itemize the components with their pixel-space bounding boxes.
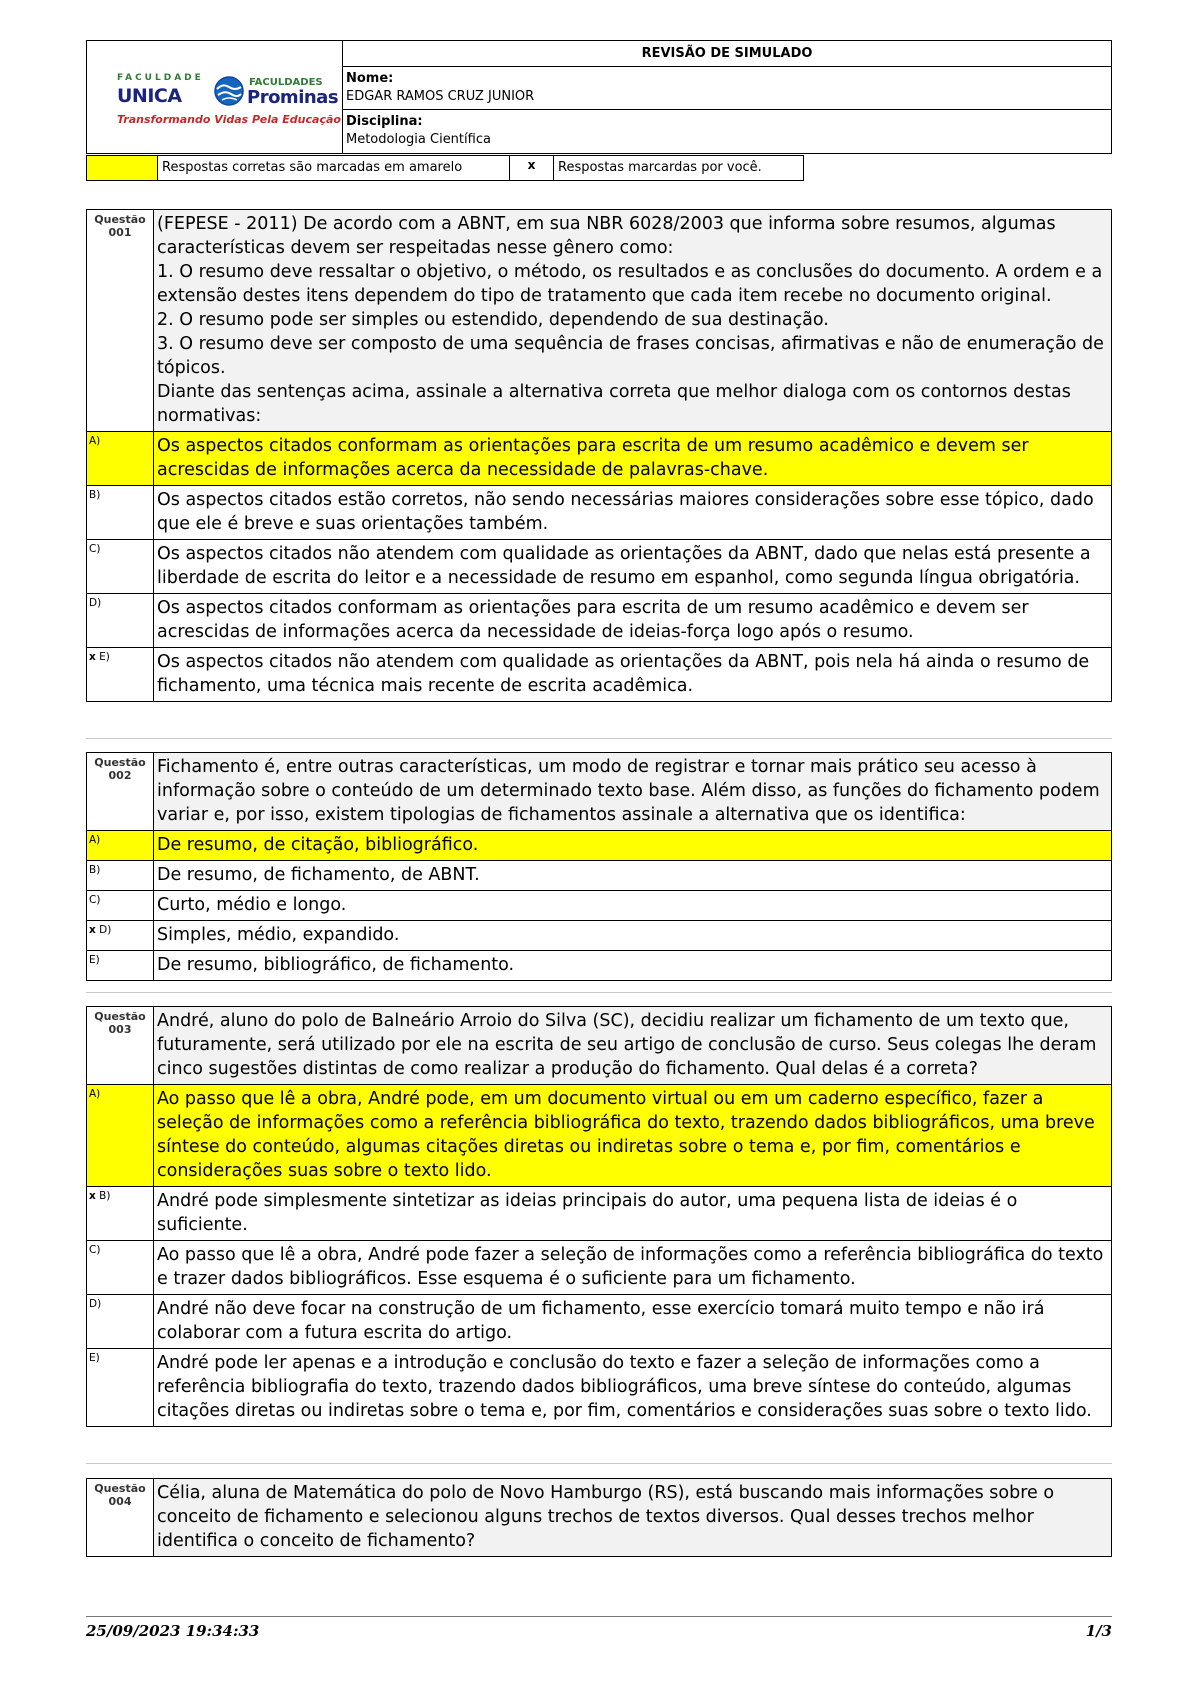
question-block <box>86 752 1112 981</box>
selected-mark: x <box>89 651 96 663</box>
question-number-value: 004 <box>108 1495 132 1508</box>
footer-datetime: 25/09/2023 19:34:33 <box>86 1622 260 1640</box>
option-letter-cell <box>87 1085 154 1187</box>
option-row <box>87 486 1112 540</box>
question-label: Questão <box>94 1010 146 1023</box>
option-letter-cell <box>87 861 154 891</box>
question-stem <box>154 210 1112 432</box>
page-title: REVISÃO DE SIMULADO <box>343 41 1111 67</box>
student-name-row <box>343 67 1111 110</box>
option-row <box>87 921 1112 951</box>
option-letter: A) <box>89 834 101 846</box>
option-text: Simples, médio, expandido. <box>154 921 1112 951</box>
option-letter-cell <box>87 594 154 648</box>
option-letter-cell <box>87 1241 154 1295</box>
logo-unica-text: UNICA <box>117 85 182 107</box>
selected-mark: x <box>89 1190 96 1202</box>
question-number-value: 003 <box>108 1023 132 1036</box>
option-letter-cell <box>87 1349 154 1427</box>
option-row <box>87 891 1112 921</box>
option-row <box>87 951 1112 981</box>
question-block <box>86 1006 1112 1427</box>
nome-value: EDGAR RAMOS CRUZ JUNIOR <box>346 89 535 104</box>
question-stem-row <box>87 753 1112 831</box>
option-letter-cell <box>87 921 154 951</box>
option-text: Os aspectos citados não atendem com qualidade as orientações da ABNT, dado que nelas está presente a liberdade de escrita do leitor e a necessidade de resumo em espanhol, como segunda língua obrigatória. <box>154 540 1112 594</box>
option-text: Curto, médio e longo. <box>154 891 1112 921</box>
option-letter: C) <box>89 894 101 906</box>
option-text: Os aspectos citados não atendem com qualidade as orientações da ABNT, pois nela há ainda o resumo de fichamento, uma técnica mais recente de escrita acadêmica. <box>154 648 1112 702</box>
question-separator <box>86 738 1112 739</box>
option-row <box>87 594 1112 648</box>
stem-paragraph: Célia, aluna de Matemática do polo de Novo Hamburgo (RS), está buscando mais informações sobre o conceito de fichamento e selecionou alguns trechos de textos diversos. Qual desses trechos melhor identifica o conceito de fichamento? <box>157 1483 1055 1551</box>
option-text: Ao passo que lê a obra, André pode, em um documento virtual ou em um caderno específico, fazer a seleção de informações como a referência bibliográfica do texto, trazendo dados bibliográficos, uma breve síntese do conteúdo, algumas citações diretas ou indiretas sobre o tema e, por fim, comentários e considerações suas sobre o texto lido. <box>154 1085 1112 1187</box>
logo-tagline: Transformando Vidas Pela Educação <box>117 113 341 126</box>
stem-paragraph: 2. O resumo pode ser simples ou estendido, dependendo de sua destinação. <box>157 310 829 330</box>
question-table <box>86 1478 1112 1557</box>
disciplina-label: Disciplina: <box>346 114 423 129</box>
option-letter: D) <box>89 1298 102 1310</box>
option-letter: E) <box>89 1352 100 1364</box>
logo-prominas-text: Prominas <box>247 87 339 108</box>
option-text: De resumo, bibliográfico, de fichamento. <box>154 951 1112 981</box>
option-text: André não deve focar na construção de um fichamento, esse exercício tomará muito tempo e não irá colaborar com a futura escrita do artigo. <box>154 1295 1112 1349</box>
option-row <box>87 1349 1112 1427</box>
option-text: Os aspectos citados estão corretos, não sendo necessárias maiores considerações sobre esse tópico, dado que ele é breve e suas orientações também. <box>154 486 1112 540</box>
question-separator <box>86 1463 1112 1464</box>
question-stem <box>154 1479 1112 1557</box>
option-text: De resumo, de citação, bibliográfico. <box>154 831 1112 861</box>
disciplina-value: Metodologia Científica <box>346 132 491 147</box>
option-letter-cell <box>87 1295 154 1349</box>
option-row-correct <box>87 432 1112 486</box>
stem-paragraph: André, aluno do polo de Balneário Arroio do Silva (SC), decidiu realizar um fichamento de um texto que, futuramente, será utilizado por ele na escrita de seu artigo de conclusão de curso. Seus colegas lhe deram cinco sugestões distintas de como realizar a produção do fichamento. Qual delas é a correta? <box>157 1011 1097 1079</box>
question-number <box>87 1007 154 1085</box>
question-label: Questão <box>94 213 146 226</box>
institution-logo <box>87 41 343 153</box>
document-header <box>86 40 1112 154</box>
question-block <box>86 1478 1112 1557</box>
option-letter: D) <box>99 924 112 936</box>
question-table <box>86 209 1112 702</box>
question-separator <box>86 992 1112 993</box>
question-table <box>86 1006 1112 1427</box>
question-stem-row <box>87 1479 1112 1557</box>
option-letter: E) <box>99 651 110 663</box>
legend-mark: x <box>510 155 554 181</box>
option-text: Os aspectos citados conformam as orientações para escrita de um resumo acadêmico e devem ser acrescidas de informações acerca da necessidade de palavras-chave. <box>154 432 1112 486</box>
option-letter: D) <box>89 597 102 609</box>
option-row <box>87 540 1112 594</box>
question-label: Questão <box>94 756 146 769</box>
question-label: Questão <box>94 1482 146 1495</box>
nome-label: Nome: <box>346 71 394 86</box>
option-row <box>87 648 1112 702</box>
option-letter: E) <box>89 954 100 966</box>
question-table <box>86 752 1112 981</box>
stem-paragraph: (FEPESE - 2011) De acordo com a ABNT, em sua NBR 6028/2003 que informa sobre resumos, algumas características devem ser respeitadas nesse gênero como: <box>157 214 1056 258</box>
option-text: André pode simplesmente sintetizar as ideias principais do autor, uma pequena lista de ideias é o suficiente. <box>154 1187 1112 1241</box>
option-letter-cell <box>87 432 154 486</box>
stem-paragraph: 1. O resumo deve ressaltar o objetivo, o método, os resultados e as conclusões do documento. A ordem e a extensão destes itens dependem do tipo de tratamento que cada item recebe no documento original. <box>157 262 1103 306</box>
footer-page-number: 1/3 <box>1085 1622 1112 1640</box>
option-row <box>87 1241 1112 1295</box>
question-stem-row <box>87 210 1112 432</box>
question-number <box>87 210 154 432</box>
option-text: André pode ler apenas e a introdução e conclusão do texto e fazer a seleção de informações como a referência bibliografia do texto, trazendo dados bibliográficos, uma breve síntese do conteúdo, algumas citações diretas ou indiretas sobre o tema e, por fim, comentários e considerações suas sobre o texto lido. <box>154 1349 1112 1427</box>
question-number-value: 002 <box>108 769 132 782</box>
option-letter-cell <box>87 951 154 981</box>
question-number-value: 001 <box>108 226 132 239</box>
question-stem <box>154 1007 1112 1085</box>
stem-paragraph: Diante das sentenças acima, assinale a alternativa correta que melhor dialoga com os contornos destas normativas: <box>157 382 1071 426</box>
correct-color-swatch <box>86 155 158 181</box>
option-letter: B) <box>89 489 101 501</box>
option-letter-cell <box>87 1187 154 1241</box>
option-row-correct <box>87 1085 1112 1187</box>
option-letter-cell <box>87 891 154 921</box>
option-letter: A) <box>89 1088 101 1100</box>
option-letter: B) <box>99 1190 111 1202</box>
option-text: Ao passo que lê a obra, André pode fazer a seleção de informações como a referência bibliográfica do texto e trazer dados bibliográficos. Esse esquema é o suficiente para um fichamento. <box>154 1241 1112 1295</box>
question-stem-row <box>87 1007 1112 1085</box>
logo-faculdade-text: FACULDADE <box>117 73 204 83</box>
discipline-row <box>343 110 1111 153</box>
stem-paragraph: 3. O resumo deve ser composto de uma sequência de frases concisas, afirmativas e não de enumeração de tópicos. <box>157 334 1104 378</box>
logo-faculdades-text: FACULDADES <box>249 77 323 88</box>
option-letter-cell <box>87 831 154 861</box>
option-letter-cell <box>87 648 154 702</box>
question-number <box>87 753 154 831</box>
option-text: De resumo, de fichamento, de ABNT. <box>154 861 1112 891</box>
option-letter-cell <box>87 486 154 540</box>
option-row-correct <box>87 831 1112 861</box>
option-letter-cell <box>87 540 154 594</box>
question-block <box>86 209 1112 702</box>
option-row <box>87 1187 1112 1241</box>
footer-divider <box>86 1616 1112 1617</box>
selected-mark: x <box>89 924 96 936</box>
option-row <box>87 1295 1112 1349</box>
question-number <box>87 1479 154 1557</box>
option-row <box>87 861 1112 891</box>
legend-correct-text: Respostas corretas são marcadas em amarelo <box>158 155 510 181</box>
option-letter: A) <box>89 435 101 447</box>
option-letter: C) <box>89 1244 101 1256</box>
question-stem <box>154 753 1112 831</box>
option-text: Os aspectos citados conformam as orientações para escrita de um resumo acadêmico e devem ser acrescidas de informações acerca da necessidade de ideias-força logo após o resumo. <box>154 594 1112 648</box>
legend-marked-text: Respostas marcardas por você. <box>554 155 804 181</box>
option-letter: B) <box>89 864 101 876</box>
stem-paragraph: Fichamento é, entre outras características, um modo de registrar e tornar mais prático seu acesso à informação sobre o conteúdo de um determinado texto base. Além disso, as funções do fichamento podem variar e, por isso, existem tipologias de fichamentos assinale a alternativa que os identifica: <box>157 757 1100 825</box>
globe-icon <box>213 75 245 107</box>
answer-legend <box>86 155 804 181</box>
option-letter: C) <box>89 543 101 555</box>
